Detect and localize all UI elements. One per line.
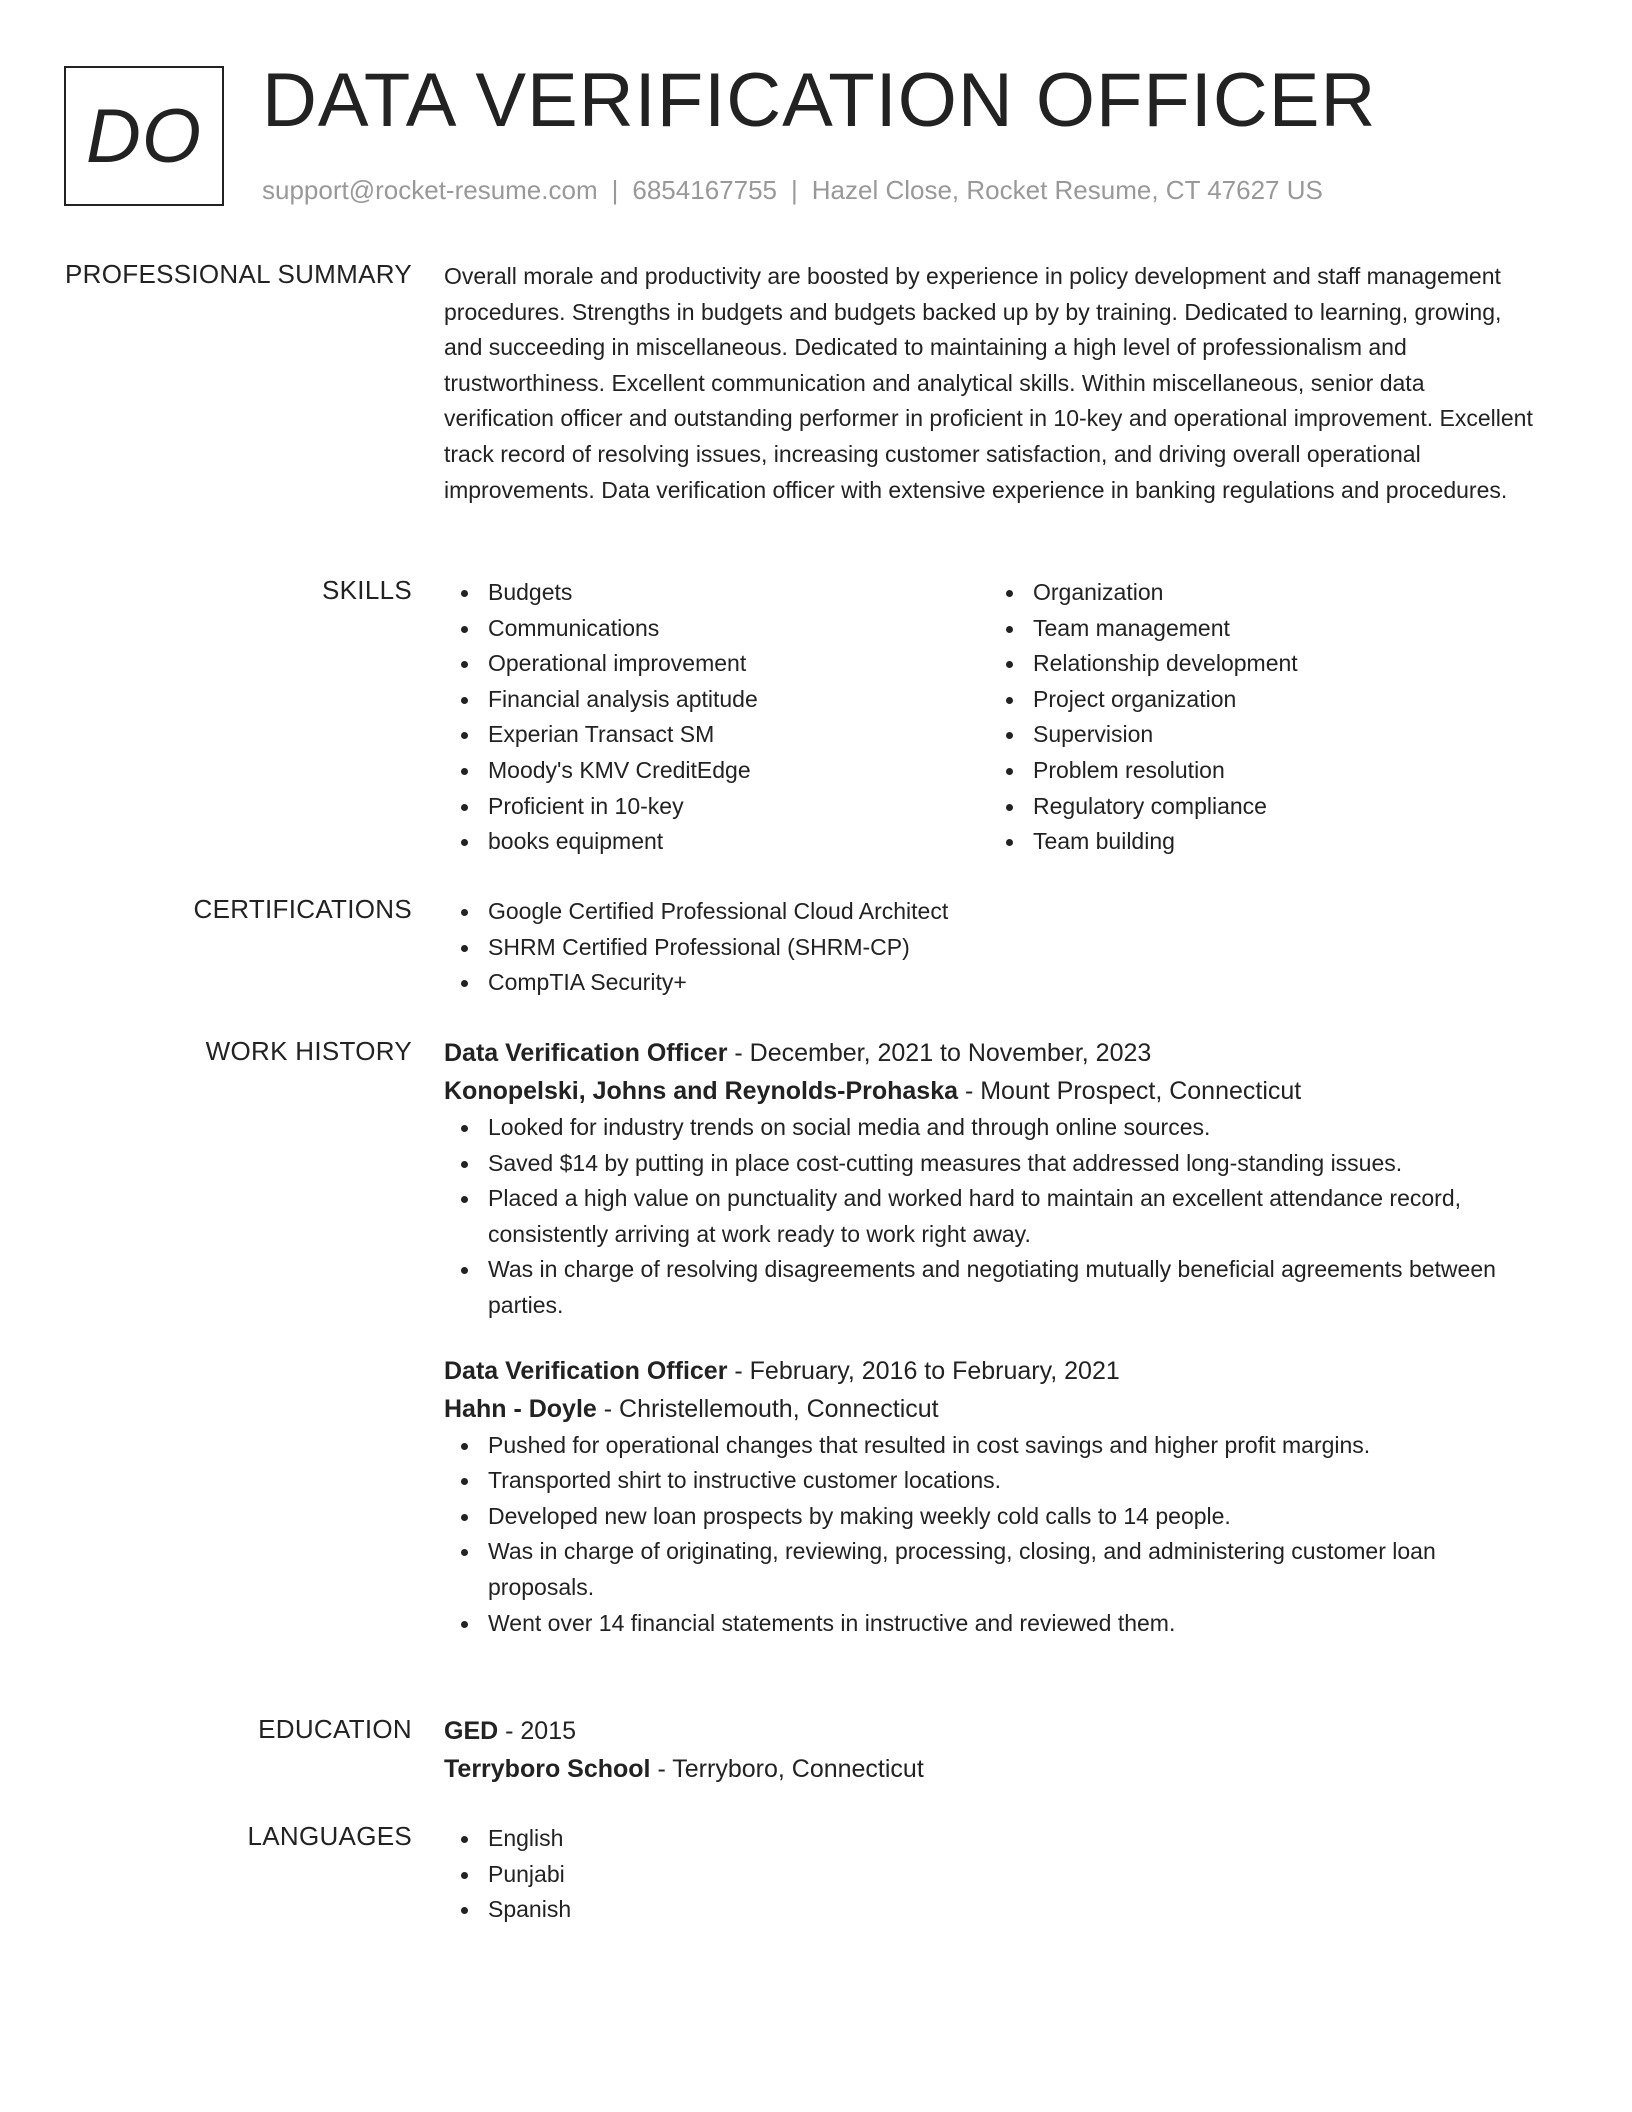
contact-separator: |	[791, 175, 798, 205]
list-item: Was in charge of resolving disagreements and negotiating mutually beneficial agreements between parties.	[444, 1252, 1534, 1323]
job-title-line	[444, 1352, 1534, 1390]
education-school: Terryboro School	[444, 1755, 651, 1783]
contact-separator: |	[611, 175, 619, 205]
education-body	[444, 1712, 1534, 1788]
list-item: Operational improvement	[444, 646, 989, 682]
contact-address: Hazel Close, Rocket Resume, CT 47627 US	[811, 175, 1323, 205]
section-label-certifications: CERTIFICATIONS	[193, 894, 412, 924]
list-item: Financial analysis aptitude	[444, 682, 989, 718]
summary-text: Overall morale and productivity are boosted by experience in policy development and staff management procedures. Strengths in budgets and budgets backed up by by training. Dedicated to learning, growing, and succeeding in miscellaneous. Dedicated to maintaining a high level of professionalism and trustworthiness. Excellent communication and analytical skills. Within miscellaneous, senior data verification officer and outstanding performer in proficient in 10-key and operational improvement. Excellent track record of resolving issues, increasing customer satisfaction, and driving overall operational improvements. Data verification officer with extensive experience in banking regulations and procedures.	[444, 263, 1533, 503]
list-item: Spanish	[444, 1892, 1534, 1928]
monogram-badge: DO	[64, 66, 224, 206]
list-item: Team building	[989, 824, 1534, 860]
education-school-line	[444, 1750, 1534, 1788]
list-item: Regulatory compliance	[989, 789, 1534, 825]
languages-body	[444, 1821, 1534, 1928]
list-item: Project organization	[989, 682, 1534, 718]
list-item: English	[444, 1821, 1534, 1857]
job-title: Data Verification Officer	[444, 1356, 728, 1385]
job-entry	[444, 1352, 1534, 1642]
job-entry	[444, 1034, 1534, 1324]
job-location: - Christellemouth, Connecticut	[596, 1394, 939, 1423]
list-item: Looked for industry trends on social media and through online sources.	[444, 1110, 1534, 1146]
contact-email[interactable]: support@rocket-resume.com	[262, 175, 598, 205]
page-title: DATA VERIFICATION OFFICER	[262, 58, 1377, 143]
education-degree: GED	[444, 1717, 499, 1745]
skills-list-right	[989, 575, 1534, 860]
list-item: Team management	[989, 611, 1534, 647]
section-label-education: EDUCATION	[258, 1714, 412, 1744]
list-item: Supervision	[989, 717, 1534, 753]
list-item: SHRM Certified Professional (SHRM-CP)	[444, 930, 1534, 966]
list-item: Experian Transact SM	[444, 717, 989, 753]
summary-body	[444, 259, 1534, 508]
job-company-line	[444, 1072, 1534, 1110]
list-item: Saved $14 by putting in place cost-cutting measures that addressed long-standing issues.	[444, 1146, 1534, 1182]
job-title-line	[444, 1034, 1534, 1072]
job-company: Konopelski, Johns and Reynolds-Prohaska	[444, 1077, 959, 1105]
job-dates: - February, 2016 to February, 2021	[727, 1356, 1120, 1385]
section-label-summary: PROFESSIONAL SUMMARY	[65, 259, 412, 289]
certifications-list	[444, 894, 1534, 1001]
job-location: - Mount Prospect, Connecticut	[958, 1077, 1302, 1105]
list-item: Went over 14 financial statements in instructive and reviewed them.	[444, 1606, 1534, 1642]
section-label-languages: LANGUAGES	[247, 1821, 412, 1851]
list-item: Pushed for operational changes that resulted in cost savings and higher profit margins.	[444, 1428, 1534, 1464]
job-title: Data Verification Officer	[444, 1039, 728, 1067]
list-item: Moody's KMV CreditEdge	[444, 753, 989, 789]
education-degree-line	[444, 1712, 1534, 1750]
education-year: - 2015	[498, 1717, 577, 1745]
list-item: Communications	[444, 611, 989, 647]
list-item: Was in charge of originating, reviewing, processing, closing, and administering customer loan proposals.	[444, 1534, 1534, 1605]
job-bullets	[444, 1110, 1534, 1324]
list-item: Google Certified Professional Cloud Architect	[444, 894, 1534, 930]
skills-body	[444, 575, 1534, 860]
list-item: Problem resolution	[989, 753, 1534, 789]
list-item: Punjabi	[444, 1857, 1534, 1893]
languages-list	[444, 1821, 1534, 1928]
list-item: Relationship development	[989, 646, 1534, 682]
certifications-body	[444, 894, 1534, 1001]
list-item: books equipment	[444, 824, 989, 860]
work-history-body	[444, 1034, 1534, 1641]
list-item: CompTIA Security+	[444, 965, 1534, 1001]
list-item: Proficient in 10-key	[444, 789, 989, 825]
job-dates: - December, 2021 to November, 2023	[727, 1039, 1152, 1067]
job-bullets	[444, 1428, 1534, 1642]
contact-phone[interactable]: 6854167755	[632, 175, 777, 205]
list-item: Transported shirt to instructive customer locations.	[444, 1463, 1534, 1499]
list-item: Placed a high value on punctuality and worked hard to maintain an excellent attendance record, consistently arriving at work ready to work right away.	[444, 1181, 1534, 1252]
contact-line	[262, 174, 1323, 206]
job-company-line	[444, 1390, 1534, 1428]
list-item: Budgets	[444, 575, 989, 611]
list-item: Organization	[989, 575, 1534, 611]
job-company: Hahn - Doyle	[444, 1394, 597, 1423]
section-label-skills: SKILLS	[322, 575, 412, 605]
skills-list-left	[444, 575, 989, 860]
section-label-work-history: WORK HISTORY	[205, 1036, 412, 1066]
list-item: Developed new loan prospects by making weekly cold calls to 14 people.	[444, 1499, 1534, 1535]
education-location: - Terryboro, Connecticut	[650, 1755, 924, 1783]
